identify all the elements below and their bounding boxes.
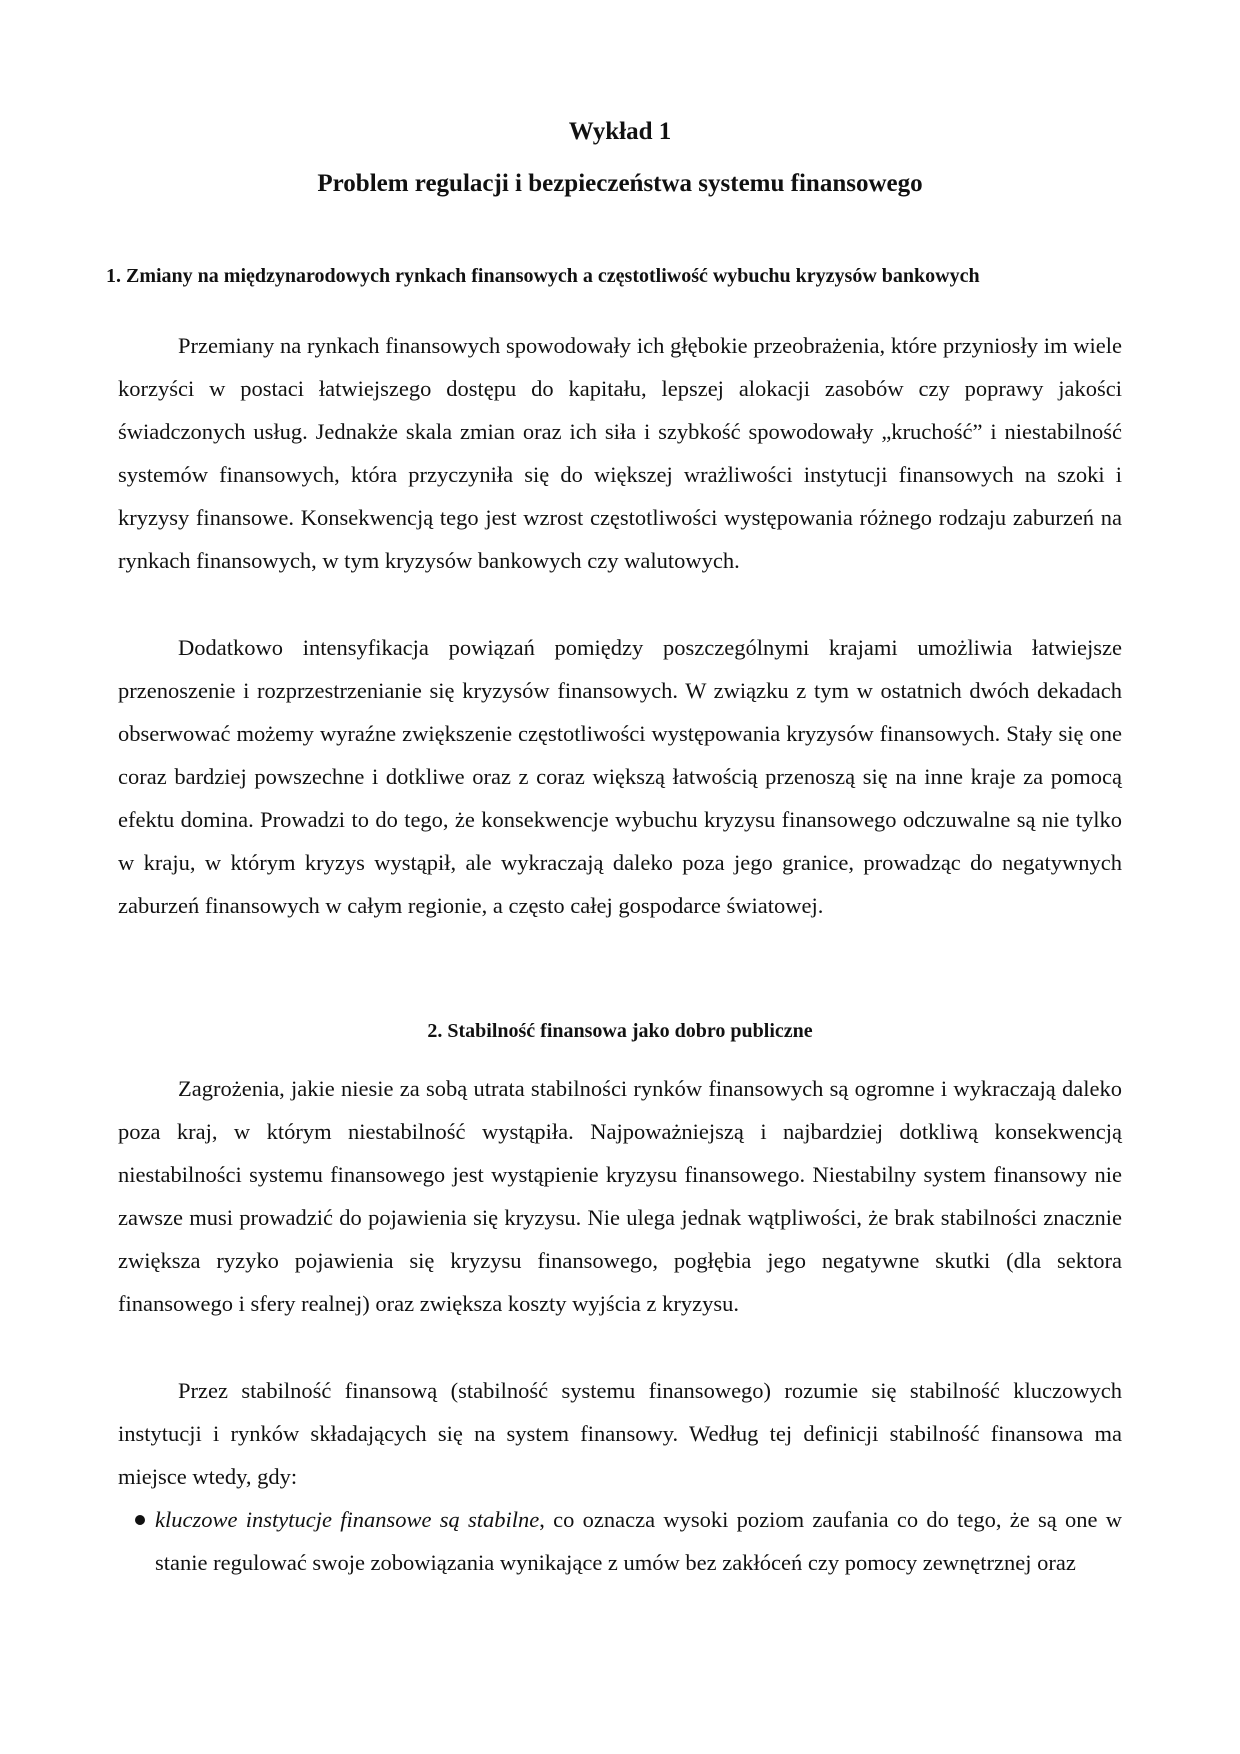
bullet-list-item [155,1498,1122,1584]
lecture-title: Wykład 1 [568,118,672,145]
bullet-emphasis: kluczowe instytucje finansowe są stabilne [155,1507,540,1532]
section-1-heading: 1. Zmiany na międzynarodowych rynkach finansowych a częstotliwość wybuchu kryzysów bankowych [106,265,980,287]
bullet-text: , co oznacza wysoki poziom zaufania co do tego, że są one w stanie regulować swoje zobowiązania wynikające z umów bez zakłóceń czy pomocy zewnętrznej oraz [155,1507,1123,1575]
lecture-subtitle: Problem regulacji i bezpieczeństwa systemu finansowego [317,170,923,197]
section-2-heading: 2. Stabilność finansowa jako dobro publiczne [427,1020,813,1042]
bullet-icon [135,1515,145,1525]
section-2-paragraph-2: Przez stabilność finansową (stabilność systemu finansowego) rozumie się stabilność kluczowych instytucji i rynków składających się na system finansowy. Według tej definicji stabilność finansowa ma miejsce wtedy, gdy: [118,1378,1122,1489]
section-1-paragraph-2: Dodatkowo intensyfikacja powiązań pomiędzy poszczególnymi krajami umożliwia łatwiejsze przenoszenie i rozprzestrzenianie się kryzysów finansowych. W związku z tym w ostatnich dwóch dekadach obserwować możemy wyraźne zwiększenie częstotliwości występowania kryzysów finansowych. Stały się one coraz bardziej powszechne i dotkliwe oraz z coraz większą łatwością przenoszą się na inne kraje za pomocą efektu domina. Prowadzi to do tego, że konsekwencje wybuchu kryzysu finansowego odczuwalne są nie tylko w kraju, w którym kryzys wystąpił, ale wykraczają daleko poza jego granice, prowadząc do negatywnych zaburzeń finansowych w całym regionie, a często całej gospodarce światowej. [118,635,1122,918]
section-2-paragraph-1: Zagrożenia, jakie niesie za sobą utrata stabilności rynków finansowych są ogromne i wykraczają daleko poza kraj, w którym niestabilność wystąpiła. Najpoważniejszą i najbardziej dotkliwą konsekwencją niestabilności systemu finansowego jest wystąpienie kryzysu finansowego. Niestabilny system finansowy nie zawsze musi prowadzić do pojawienia się kryzysu. Nie ulega jednak wątpliwości, że brak stabilności znacznie zwiększa ryzyko pojawienia się kryzysu finansowego, pogłębia jego negatywne skutki (dla sektora finansowego i sfery realnej) oraz zwiększa koszty wyjścia z kryzysu. [118,1076,1122,1316]
section-1-paragraph-1: Przemiany na rynkach finansowych spowodowały ich głębokie przeobrażenia, które przyniosły im wiele korzyści w postaci łatwiejszego dostępu do kapitału, lepszej alokacji zasobów czy poprawy jakości świadczonych usług. Jednakże skala zmian oraz ich siła i szybkość spowodowały „kruchość” i niestabilność systemów finansowych, która przyczyniła się do większej wrażliwości instytucji finansowych na szoki i kryzysy finansowe. Konsekwencją tego jest wzrost częstotliwości występowania różnego rodzaju zaburzeń na rynkach finansowych, w tym kryzysów bankowych czy walutowych. [118,333,1122,573]
